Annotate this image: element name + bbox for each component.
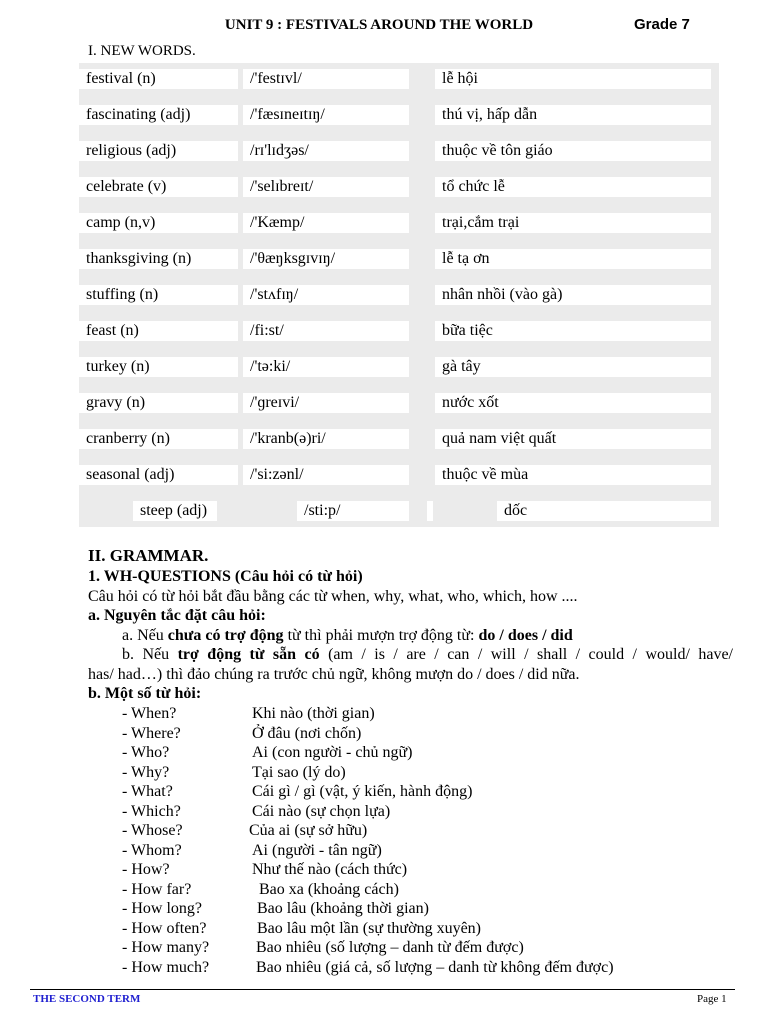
question-word: - Which?: [122, 802, 181, 820]
cell-spacer: [427, 501, 433, 521]
vocab-pronunciation: /'festɪvl/: [243, 69, 409, 89]
vocab-meaning: trại,cắm trại: [435, 213, 711, 233]
question-word-meaning: Ở đâu (nơi chốn): [252, 724, 362, 742]
vocab-pronunciation: /fi:st/: [243, 321, 409, 341]
question-word: - Where?: [122, 724, 181, 742]
question-word: - How many?: [122, 939, 210, 956]
vocab-meaning: thú vị, hấp dẫn: [435, 105, 711, 125]
question-word: - How long?: [122, 900, 202, 917]
question-words-heading: b. Một số từ hỏi:: [88, 685, 202, 702]
rule-b-continuation: has/ had…) thì đảo chúng ra trước chủ ngữ, không mượn do / does / did nữa.: [88, 666, 580, 683]
vocab-word: fascinating (adj): [79, 105, 238, 125]
grammar-heading: II. GRAMMAR.: [88, 546, 209, 565]
vocab-word: thanksgiving (n): [79, 249, 238, 269]
vocab-meaning: thuộc về tôn giáo: [435, 141, 711, 161]
rule-a-bold-2: do / does / did: [478, 627, 573, 644]
vocab-row: [79, 279, 719, 315]
question-word-meaning: Của ai (sự sở hữu): [249, 822, 368, 839]
question-word: - How much?: [122, 958, 210, 976]
vocab-pronunciation: /'kranb(ə)ri/: [243, 429, 409, 449]
vocab-pronunciation: /'selɪbreɪt/: [243, 177, 409, 197]
vocab-word: feast (n): [79, 321, 238, 341]
rule-a-pre: a. Nếu: [122, 627, 168, 644]
vocab-word: seasonal (adj): [79, 465, 238, 485]
wh-questions-description: Câu hỏi có từ hỏi bắt đầu bằng các từ when, why, what, who, which, how ....: [88, 588, 578, 605]
vocab-pronunciation: /'θæŋksgɪvɪŋ/: [243, 249, 409, 269]
vocab-meaning: gà tây: [435, 357, 711, 377]
wh-questions-heading: 1. WH-QUESTIONS (Câu hỏi có từ hỏi): [88, 568, 363, 585]
question-word-meaning: Bao lâu (khoảng thời gian): [257, 900, 429, 917]
vocab-row: [79, 387, 719, 423]
rule-b-bold: trợ động từ sẵn có: [177, 646, 320, 663]
question-word-meaning: Bao nhiêu (giá cả, số lượng – danh từ không đếm được): [256, 958, 614, 976]
vocab-meaning: bữa tiệc: [435, 321, 711, 341]
new-words-heading: I. NEW WORDS.: [88, 43, 196, 59]
footer-term-label: THE SECOND TERM: [33, 993, 141, 1005]
vocab-meaning: lễ tạ ơn: [435, 249, 711, 269]
vocab-pronunciation: /'tə:ki/: [243, 357, 409, 377]
vocab-word: steep (adj): [133, 501, 217, 521]
grade-label: Grade 7: [634, 16, 690, 33]
vocab-word: cranberry (n): [79, 429, 238, 449]
rule-b-pre: b. Nếu: [122, 646, 178, 663]
rules-heading: a. Nguyên tắc đặt câu hỏi:: [88, 607, 266, 624]
vocab-row: [79, 207, 719, 243]
question-word-meaning: Khi nào (thời gian): [252, 705, 375, 722]
vocab-pronunciation: /rɪ'lɪdʒəs/: [243, 141, 409, 161]
question-word-meaning: Bao nhiêu (số lượng – danh từ đếm được): [256, 939, 524, 956]
vocab-row: [79, 63, 719, 99]
vocab-pronunciation: /'fæsɪneɪtɪŋ/: [243, 105, 409, 125]
rule-a-bold-1: chưa có trợ động: [167, 627, 284, 644]
question-word: - What?: [122, 783, 173, 800]
question-word-meaning: Như thế nào (cách thức): [252, 861, 408, 878]
question-word: - When?: [122, 705, 177, 722]
question-word-meaning: Bao xa (khoảng cách): [259, 880, 399, 898]
vocab-meaning: quả nam việt quất: [435, 429, 711, 449]
question-word-meaning: Cái nào (sự chọn lựa): [252, 802, 391, 820]
question-word: - Whose?: [122, 822, 183, 839]
question-word: - How often?: [122, 919, 207, 937]
unit-title: UNIT 9 : FESTIVALS AROUND THE WORLD: [224, 17, 534, 33]
rule-a: [122, 626, 573, 646]
rule-b-post: (am / is / are / can / will / shall / could / would/ have/: [319, 646, 734, 663]
footer-divider: [30, 989, 735, 990]
vocab-word: stuffing (n): [79, 285, 238, 305]
rule-b: [122, 645, 733, 665]
vocab-row: [79, 351, 719, 387]
question-word-meaning: Tại sao (lý do): [252, 763, 346, 781]
vocab-row: [79, 495, 719, 531]
question-word-meaning: Ai (con người - chủ ngữ): [252, 744, 413, 761]
question-word: - Why?: [122, 763, 170, 781]
vocab-word: gravy (n): [79, 393, 238, 413]
vocab-meaning: dốc: [497, 501, 711, 521]
vocab-word: celebrate (v): [79, 177, 238, 197]
vocab-pronunciation: /'stʌfɪŋ/: [243, 285, 409, 305]
vocab-meaning: tổ chức lễ: [435, 177, 711, 197]
vocab-pronunciation: /'ɡreɪvi/: [243, 393, 409, 413]
question-word-meaning: Cái gì / gì (vật, ý kiến, hành động): [252, 783, 473, 800]
vocab-pronunciation: /sti:p/: [297, 501, 409, 521]
question-word: - How?: [122, 861, 170, 878]
vocab-word: camp (n,v): [79, 213, 238, 233]
rule-a-mid: từ thì phải mượn trợ động từ:: [283, 627, 479, 644]
vocab-word: religious (adj): [79, 141, 238, 161]
question-word-meaning: Bao lâu một lần (sự thường xuyên): [257, 919, 481, 937]
question-word: - Whom?: [122, 841, 182, 859]
question-word: - Who?: [122, 744, 170, 761]
vocab-row: [79, 315, 719, 351]
vocab-meaning: thuộc về mùa: [435, 465, 711, 485]
vocab-meaning: nước xốt: [435, 393, 711, 413]
vocab-meaning: lễ hội: [435, 69, 711, 89]
question-word-meaning: Ai (người - tân ngữ): [252, 841, 382, 859]
vocab-word: turkey (n): [79, 357, 238, 377]
vocab-row: [79, 423, 719, 459]
vocab-pronunciation: /'Kæmp/: [243, 213, 409, 233]
vocabulary-table: [79, 63, 719, 527]
vocab-word: festival (n): [79, 69, 238, 89]
vocab-meaning: nhân nhồi (vào gà): [435, 285, 711, 305]
question-word: - How far?: [122, 880, 192, 898]
vocab-pronunciation: /'si:zənl/: [243, 465, 409, 485]
page-number: Page 1: [697, 993, 727, 1005]
vocab-row: [79, 135, 719, 171]
vocab-row: [79, 243, 719, 279]
vocab-row: [79, 459, 719, 495]
vocab-row: [79, 171, 719, 207]
vocab-row: [79, 99, 719, 135]
